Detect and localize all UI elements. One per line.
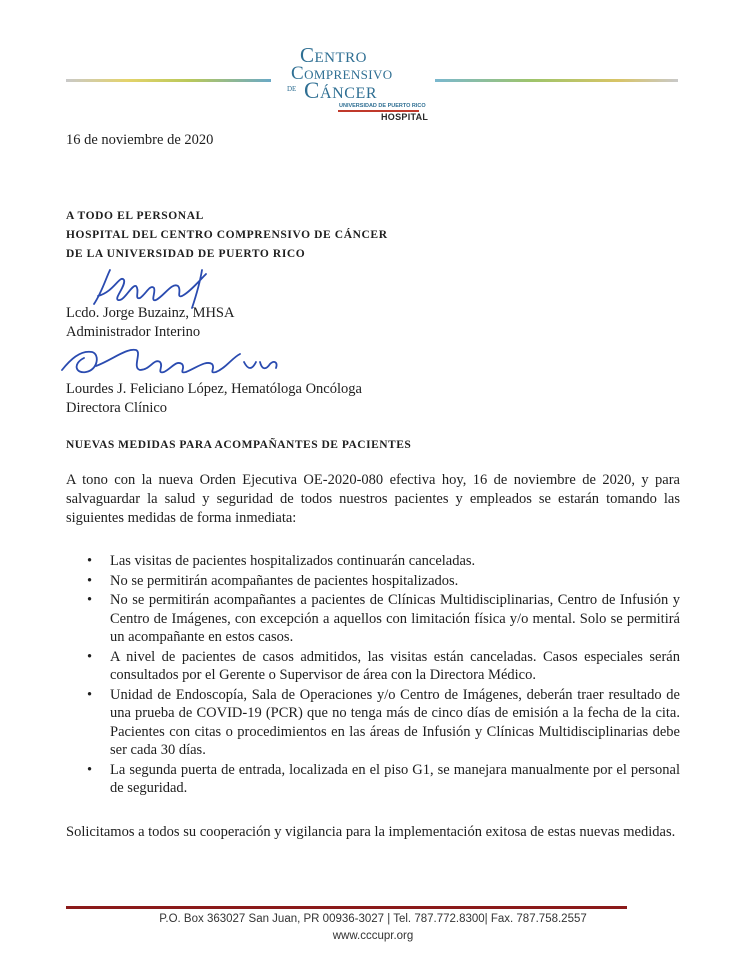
- addressee-line-2: HOSPITAL DEL CENTRO COMPRENSIVO DE CÁNCER: [66, 229, 388, 241]
- list-item-text: Las visitas de pacientes hospitalizados continuarán canceladas.: [110, 553, 476, 569]
- sender-2-title: Directora Clínico: [66, 400, 168, 416]
- logo-text-centro: Centro: [300, 43, 368, 67]
- logo-text-cancer: Cáncer: [304, 78, 378, 103]
- list-item: [66, 686, 680, 760]
- list-item-text: La segunda puerta de entrada, localizada en el piso G1, se manejara manualmente por el personal de seguridad.: [110, 761, 680, 796]
- sender-1-title: Administrador Interino: [66, 324, 201, 340]
- list-item: [66, 591, 680, 647]
- logo-text-university: UNIVERSIDAD DE PUERTO RICO: [339, 103, 426, 109]
- footer-rule: [66, 906, 627, 909]
- closing-paragraph: Solicitamos a todos su cooperación y vigilancia para la implementación exitosa de estas nuevas medidas.: [66, 824, 676, 840]
- bullet-icon: •: [87, 761, 93, 778]
- list-item-text: A nivel de pacientes de casos admitidos, las visitas están canceladas. Casos especiales serán consultados por el Gerente o Supervisor de área con la Directora Médico.: [110, 648, 680, 683]
- letter-date: 16 de noviembre de 2020: [66, 132, 214, 148]
- header-rule-right: [435, 79, 678, 82]
- sender-2-name: Lourdes J. Feliciano López, Hematóloga Oncóloga: [66, 381, 362, 397]
- signature-feliciano-image: [56, 340, 286, 384]
- bullet-icon: •: [87, 592, 93, 608]
- list-item: [66, 761, 680, 798]
- addressee-line-1: A TODO EL PERSONAL: [66, 210, 204, 222]
- logo-text-comprensivo: Comprensivo: [291, 63, 393, 84]
- letter-subject: NUEVAS MEDIDAS PARA ACOMPAÑANTES DE PACIENTES: [66, 439, 412, 451]
- sender-1-name: Lcdo. Jorge Buzainz, MHSA: [66, 305, 235, 321]
- bullet-icon: •: [87, 572, 93, 589]
- header-rule-left: [66, 79, 271, 82]
- list-item: [66, 552, 680, 571]
- bullet-icon: •: [87, 553, 93, 569]
- footer-contact: P.O. Box 363027 San Juan, PR 00936-3027 | Tel. 787.772.8300| Fax. 787.758.2557: [159, 913, 587, 925]
- logo-text-de: DE: [287, 85, 297, 93]
- intro-paragraph: A tono con la nueva Orden Ejecutiva OE-2020-080 efectiva hoy, 16 de noviembre de 2020, y para salvaguardar la salud y seguridad de todos nuestros pacientes y empleados se estarán tomando las siguientes medidas de forma inmediata:: [66, 472, 680, 526]
- bullet-icon: •: [87, 686, 93, 703]
- list-item: [66, 648, 680, 685]
- measures-list: [66, 552, 680, 799]
- bullet-icon: •: [87, 648, 93, 665]
- hospital-logo: [284, 42, 434, 124]
- logo-text-hospital: HOSPITAL: [381, 112, 429, 122]
- addressee-line-3: DE LA UNIVERSIDAD DE PUERTO RICO: [66, 248, 306, 260]
- list-item-text: No se permitirán acompañantes de pacientes hospitalizados.: [110, 572, 459, 589]
- list-item-text: No se permitirán acompañantes a pacientes de Clínicas Multidisciplinarias, Centro de Infusión y Centro de Imágenes, con excepción a aquellos con limitación física y/o mental. Solo se permitirá un acompañante en estos casos.: [110, 592, 680, 645]
- list-item: [66, 572, 680, 591]
- list-item-text: Unidad de Endoscopía, Sala de Operaciones y/o Centro de Imágenes, deberán traer resultado de una prueba de COVID-19 (PCR) que no tenga más de cinco días de emisión a la fecha de la cita. Pacientes con citas o procedimientos en las áreas de Infusión y Clínicas Multidisciplinarias debe ser cada 30 días.: [110, 686, 680, 758]
- footer-website-link[interactable]: www.cccupr.org: [332, 930, 414, 942]
